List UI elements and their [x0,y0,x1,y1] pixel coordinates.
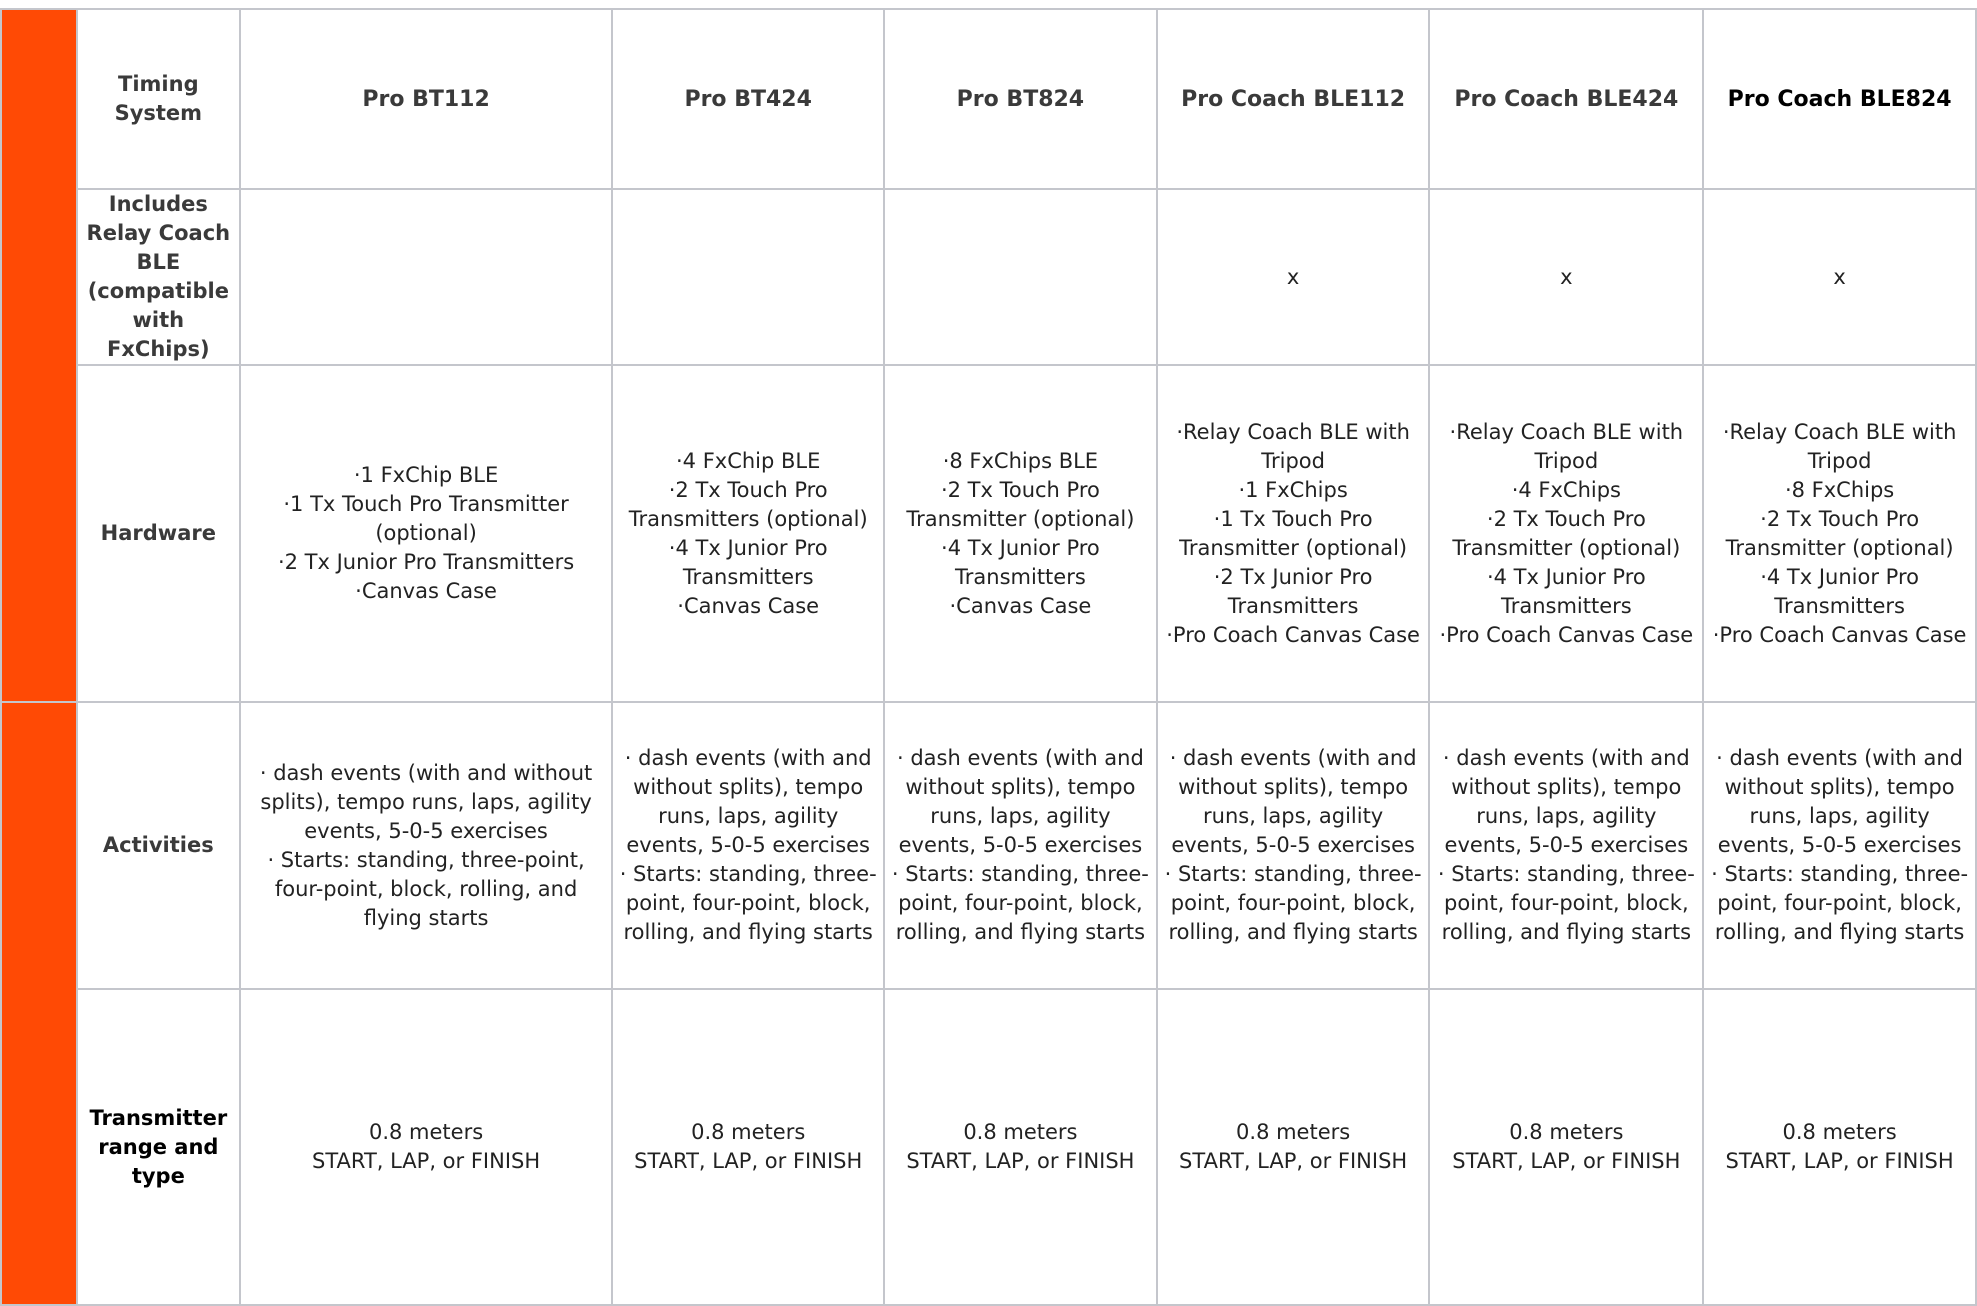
cell-line: START, LAP, or FINISH [311,1149,541,1173]
cell-line: ·2 Tx Junior Pro Transmitters [1213,564,1373,618]
cell-line: ·1 FxChips [1238,477,1348,502]
cell-line: · dash events (with and without splits), tempo runs, laps, agility events, 5-0-5 exercises [896,746,1144,857]
table-cell [612,702,884,989]
accent-bar-top [1,9,77,702]
table-cell [612,989,884,1305]
cell-line: ·Pro Coach Canvas Case [1439,622,1694,647]
row-label: Hardware [77,365,240,702]
cell-line: START, LAP, or FINISH [1179,1149,1408,1173]
table-cell [1703,365,1976,702]
cell-line: ·8 FxChips BLE [942,448,1099,473]
product-header: Pro Coach BLE112 [1157,9,1430,189]
product-header: Pro BT424 [612,9,884,189]
table-cell [1157,702,1430,989]
cell-line: START, LAP, or FINISH [1725,1149,1954,1173]
cell-line: ·2 Tx Touch Pro Transmitters (optional) [628,477,868,531]
cell-line: 0.8 meters [1236,1120,1351,1144]
table-cell [1157,989,1430,1305]
cell-line: 0.8 meters [963,1120,1078,1144]
cell-line: ·4 Tx Junior Pro Transmitters [1760,564,1919,618]
cell-line: START, LAP, or FINISH [906,1149,1135,1173]
table-row-activities [1,702,1976,989]
cell-line: ·2 Tx Junior Pro Transmitters [277,550,575,574]
cell-line: ·Canvas Case [949,593,1092,618]
comparison-table-wrapper [0,8,1977,1306]
table-cell [884,702,1157,989]
cell-line: START, LAP, or FINISH [1452,1149,1681,1173]
cell-line: ·Canvas Case [677,593,820,618]
cell-line: · dash events (with and without splits), tempo runs, laps, agility events, 5-0-5 exercises [1169,746,1417,857]
cell-line: ·Relay Coach BLE with Tripod [1449,419,1684,473]
table-cell [1157,365,1430,702]
cell-line: ·4 Tx Junior Pro Transmitters [941,535,1100,589]
table-cell [1429,365,1703,702]
product-header: Pro BT824 [884,9,1157,189]
cell-line: ·Pro Coach Canvas Case [1166,622,1420,647]
cell-line: ·4 Tx Junior Pro Transmitters [1486,564,1646,618]
cell-line: ·Pro Coach Canvas Case [1712,622,1967,647]
cell-line: x [1833,264,1846,289]
cell-line: · dash events (with and without splits), tempo runs, laps, agility events, 5-0-5 exercises [259,760,593,843]
cell-line: ·2 Tx Touch Pro Transmitter (optional) [1452,506,1681,560]
cell-line: x [1286,264,1300,289]
cell-line: · Starts: standing, three-point, four-point, block, rolling, and flying starts [267,847,585,930]
table-cell [884,989,1157,1305]
cell-line: ·8 FxChips [1784,477,1895,502]
table-cell [1429,189,1703,365]
table-cell [1429,989,1703,1305]
cell-line: ·Relay Coach BLE with Tripod [1722,419,1957,473]
table-header-row [1,9,1976,189]
cell-line: ·Relay Coach BLE with Tripod [1176,419,1410,473]
cell-line: · dash events (with and without splits), tempo runs, laps, agility events, 5-0-5 exercises [624,746,872,857]
cell-line: x [1560,264,1573,289]
table-cell [884,189,1157,365]
table-cell [884,365,1157,702]
cell-line: ·1 Tx Touch Pro Transmitter (optional) [1179,506,1408,560]
table-cell [240,702,613,989]
cell-line: 0.8 meters [1509,1120,1624,1144]
cell-line: ·4 Tx Junior Pro Transmitters [668,535,828,589]
cell-line: · dash events (with and without splits), tempo runs, laps, agility events, 5-0-5 exercises [1716,746,1964,857]
row-label: Transmitter range and type [77,989,240,1305]
cell-line: · dash events (with and without splits), tempo runs, laps, agility events, 5-0-5 exercises [1442,746,1690,857]
table-cell [240,989,613,1305]
table-cell [612,189,884,365]
accent-bar-bottom [1,702,77,1305]
cell-line: 0.8 meters [691,1120,806,1144]
table-cell [1157,189,1430,365]
cell-line: ·4 FxChips [1511,477,1621,502]
cell-line: ·2 Tx Touch Pro Transmitter (optional) [906,477,1135,531]
table-cell [1429,702,1703,989]
table-cell [1703,189,1976,365]
product-header: Pro Coach BLE824 [1703,9,1976,189]
cell-line: · Starts: standing, three-point, four-point, block, rolling, and flying starts [1437,862,1695,944]
cell-line: · Starts: standing, three-point, four-point, block, rolling, and flying starts [891,862,1149,944]
table-cell [240,189,613,365]
table-row-transmitter [1,989,1976,1305]
timing-system-comparison-table [0,8,1977,1306]
row-label: Includes Relay Coach BLE (compatible with FxChips) [77,189,240,365]
cell-line: 0.8 meters [368,1120,484,1144]
product-header: Pro BT112 [240,9,613,189]
table-row-hardware [1,365,1976,702]
cell-line: 0.8 meters [1782,1120,1897,1144]
cell-line: ·4 FxChip BLE [675,448,821,473]
cell-line: ·1 FxChip BLE [353,463,499,487]
cell-line: · Starts: standing, three-point, four-point, block, rolling, and flying starts [1711,862,1969,944]
row-label: Activities [77,702,240,989]
cell-line: START, LAP, or FINISH [634,1149,863,1173]
table-cell [612,365,884,702]
product-header: Pro Coach BLE424 [1429,9,1703,189]
cell-line: ·Canvas Case [355,579,497,603]
cell-line: ·2 Tx Touch Pro Transmitter (optional) [1725,506,1954,560]
cell-line: ·1 Tx Touch Pro Transmitter (optional) [283,492,569,545]
table-cell [240,365,613,702]
table-cell [1703,702,1976,989]
table-row-relay-coach [1,189,1976,365]
cell-line: · Starts: standing, three-point, four-point, block, rolling, and flying starts [619,862,877,944]
cell-line: · Starts: standing, three-point, four-point, block, rolling, and flying starts [1164,862,1422,944]
table-cell [1703,989,1976,1305]
header-label-cell: Timing System [77,9,240,189]
